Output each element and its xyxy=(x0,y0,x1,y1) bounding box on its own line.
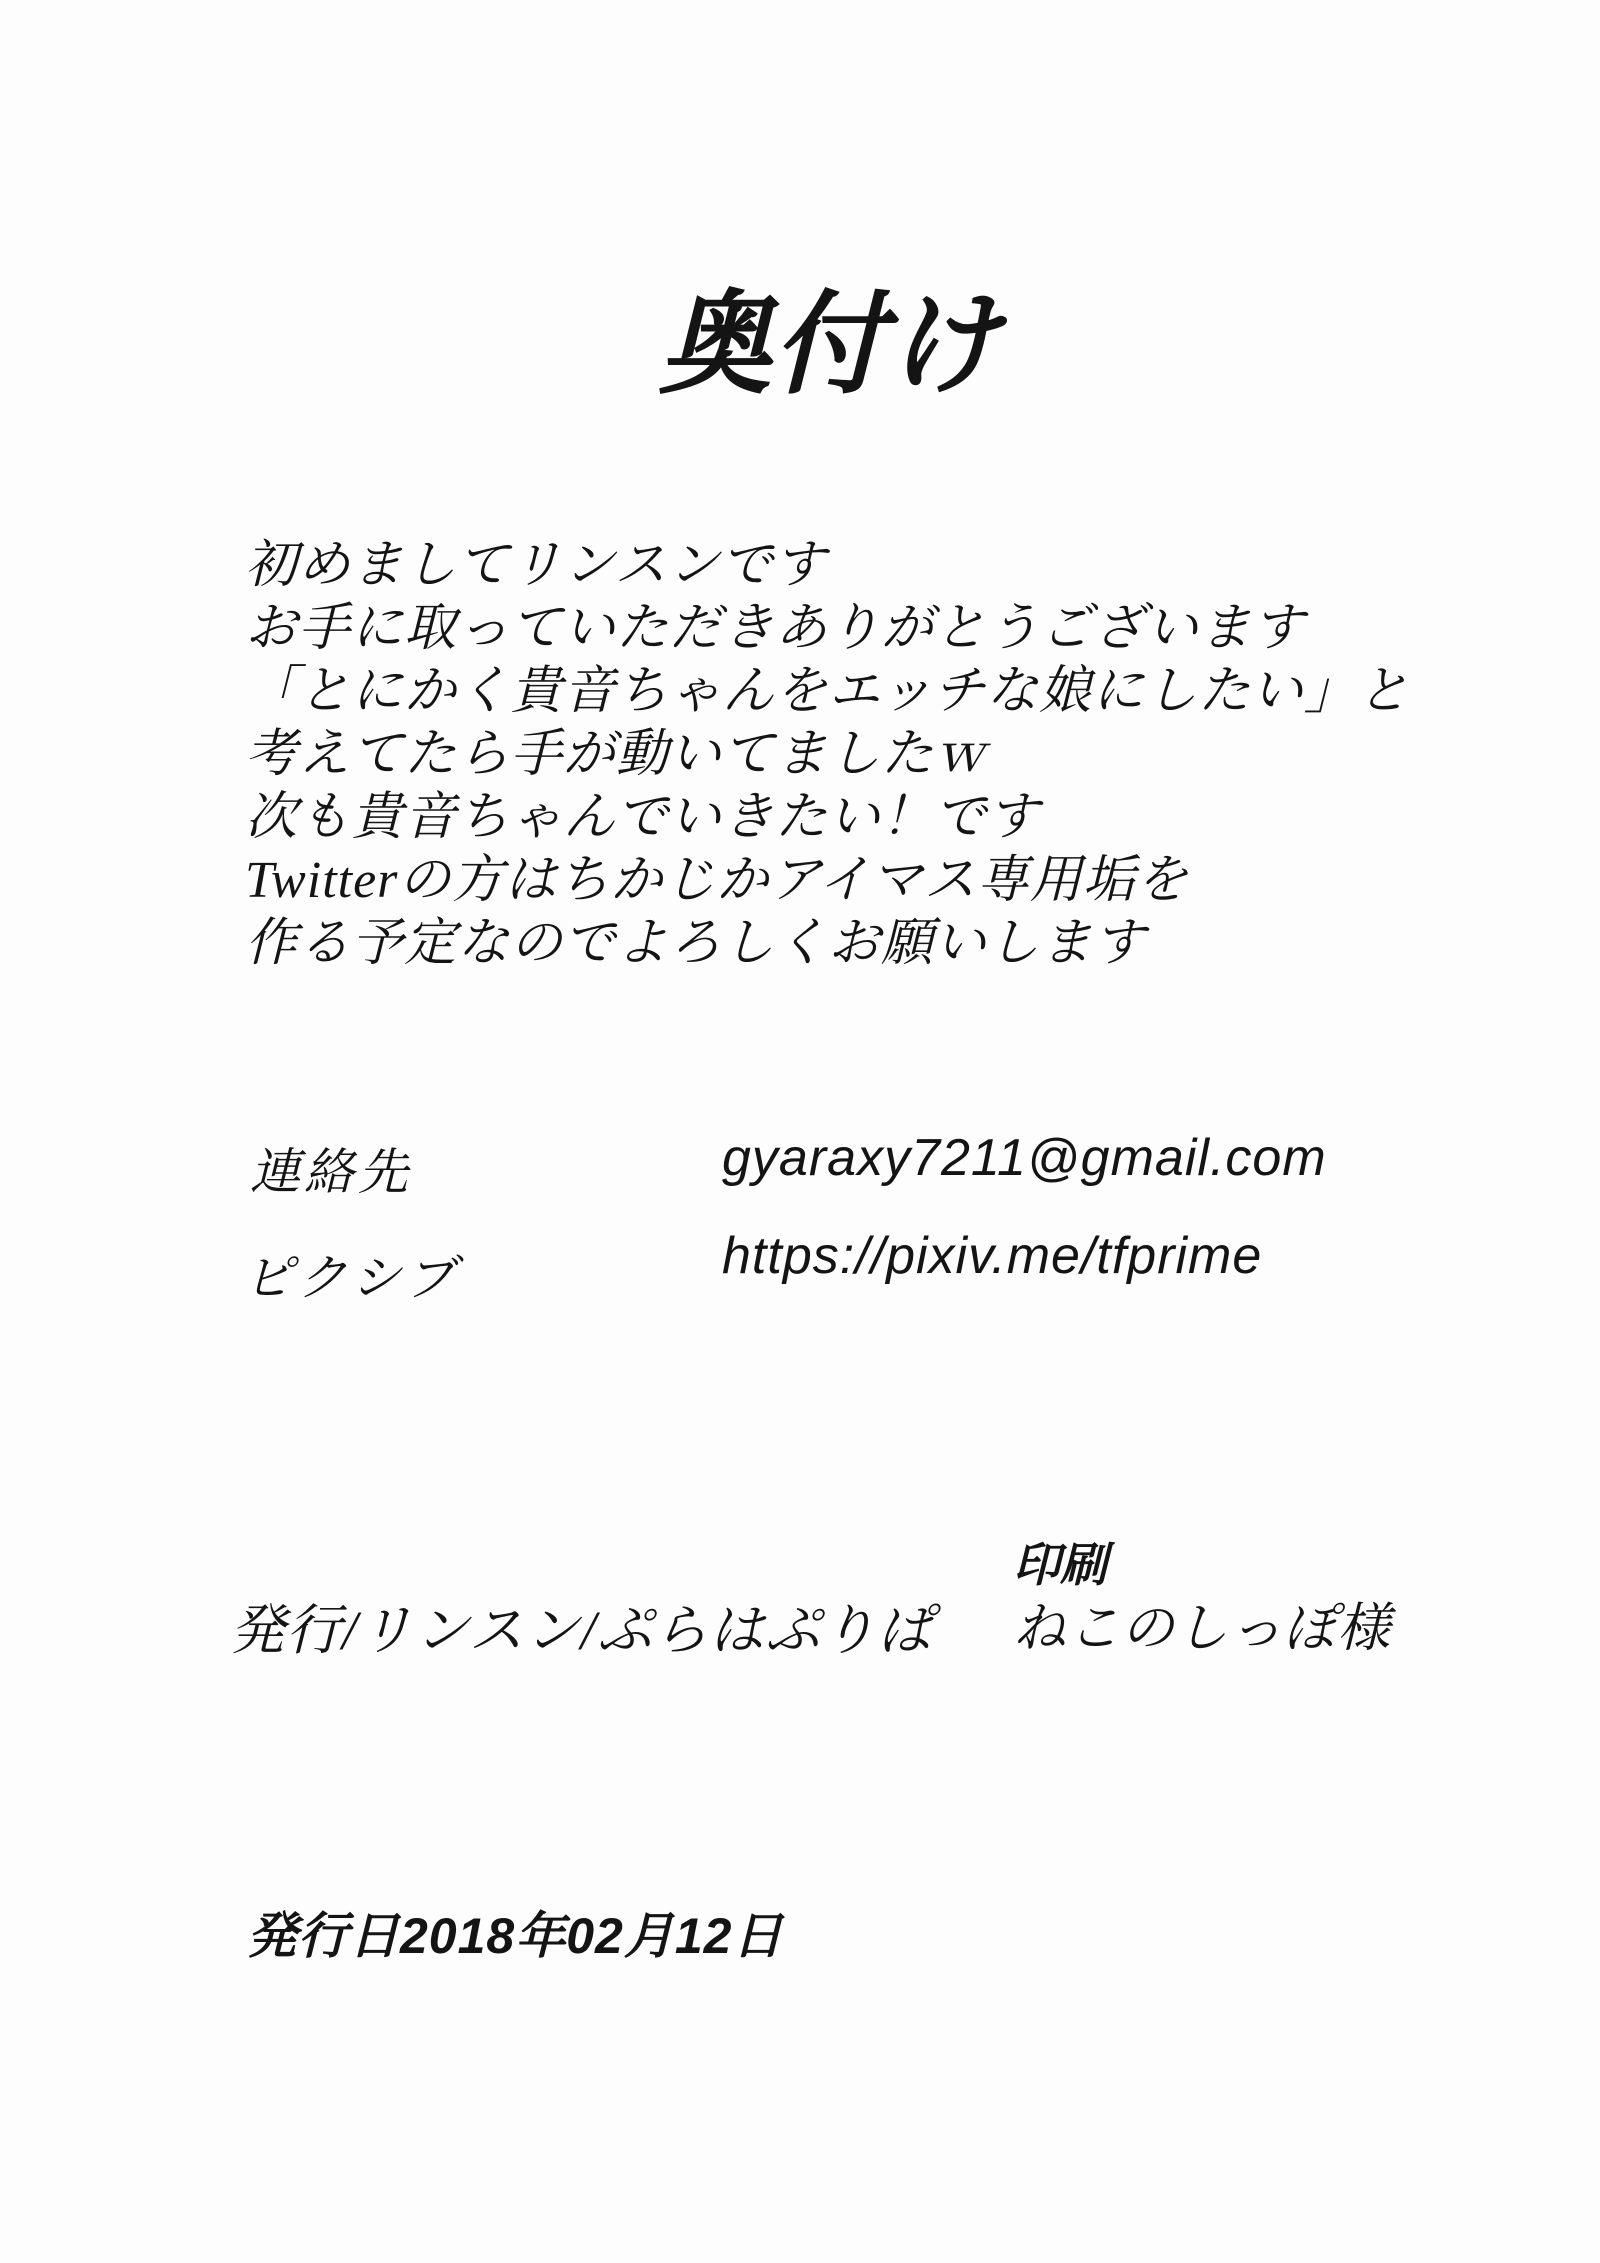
afterword-line: 初めましてリンスンです xyxy=(245,537,827,594)
pixiv-url-value: https://pixiv.me/tfprime xyxy=(722,1227,1263,1285)
contact-email-value: gyaraxy7211@gmail.com xyxy=(722,1129,1327,1187)
afterword-line: 作る予定なのでよろしくお願いします xyxy=(245,915,1147,972)
afterword-block xyxy=(245,534,1410,975)
afterword-line: 次も貴音ちゃんでいきたい！です xyxy=(245,789,1041,846)
page-title: 奥付け xyxy=(659,284,1001,408)
afterword-line: Twitterの方はちかじかアイマス専用垢を xyxy=(245,852,1189,909)
afterword-line: お手に取っていただきありがとうございます xyxy=(245,600,1306,657)
contact-label: 連絡先 xyxy=(250,1144,412,1200)
publisher-line: 発行/リンスン/ぷらはぷりぱ xyxy=(230,1600,933,1661)
afterword-line: 「とにかく貴音ちゃんをエッチな娘にしたい」と xyxy=(245,663,1410,720)
printer-label: 印刷 xyxy=(1013,1538,1107,1591)
afterword-line: 考えてたら手が動いてましたｗ xyxy=(245,726,988,783)
printer-name: ねこのしっぽ様 xyxy=(1013,1600,1391,1658)
pixiv-label: ピクシブ xyxy=(243,1250,459,1306)
publication-date: 発行日2018年02月12日 xyxy=(247,1908,784,1964)
